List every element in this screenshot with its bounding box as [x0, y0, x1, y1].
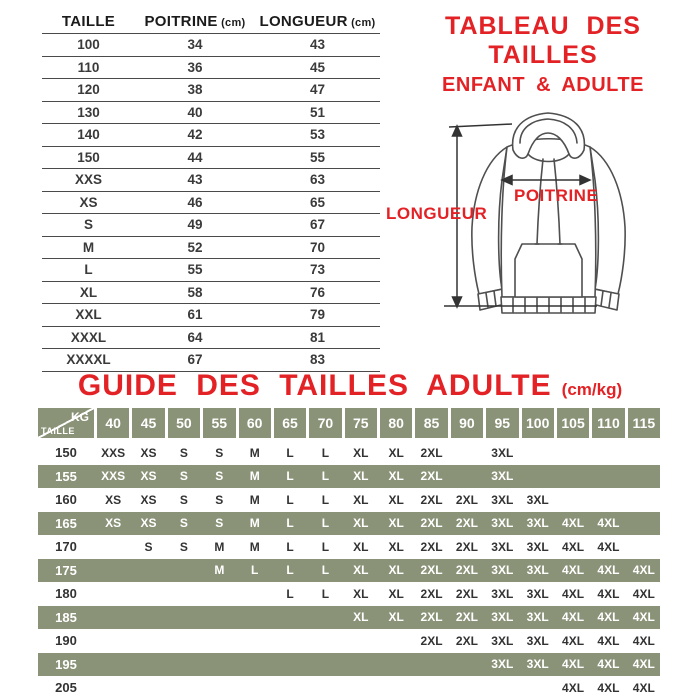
guide-size-cell: S [179, 516, 188, 531]
size-table-row [42, 79, 380, 102]
size-header-cell: TAILLE [61, 13, 116, 30]
guide-title: GUIDE DES TAILLES ADULTE [77, 369, 552, 402]
guide-size-cell: S [179, 539, 188, 554]
guide-size-cell: 2XL [420, 516, 443, 531]
size-cell: XXS [74, 172, 102, 188]
guide-size-cell: 4XL [562, 657, 585, 672]
guide-size-cell: S [179, 469, 188, 484]
guide-size-cell: M [249, 492, 260, 507]
guide-size-cell: 4XL [597, 680, 620, 695]
guide-title-block [40, 369, 660, 403]
guide-row [38, 559, 660, 583]
height-label-cell: 190 [55, 633, 77, 649]
guide-size-cell: L [286, 469, 294, 484]
guide-size-cell: 4XL [597, 516, 620, 531]
size-table-row [42, 214, 380, 237]
size-cell: 61 [187, 307, 203, 323]
guide-size-cell: L [321, 516, 330, 531]
size-cell: 51 [309, 104, 326, 120]
guide-size-cell: 2XL [455, 633, 478, 648]
size-table-row [42, 147, 380, 170]
guide-size-cell: L [286, 586, 294, 601]
guide-size-cell: 4XL [562, 563, 585, 578]
height-label-cell: 195 [55, 656, 77, 672]
guide-size-cell: XL [353, 469, 369, 484]
size-cell: 63 [309, 172, 326, 188]
chest-label: POITRINE [514, 186, 599, 205]
size-table-row [42, 192, 380, 215]
guide-size-cell: XL [388, 563, 404, 578]
length-label: LONGUEUR [386, 204, 488, 223]
guide-size-cell: 2XL [455, 610, 478, 625]
size-table-row [42, 34, 380, 57]
guide-size-cell: 2XL [420, 610, 443, 625]
guide-size-cell: XXS [101, 445, 126, 460]
height-label-cell: 180 [55, 586, 77, 602]
guide-size-cell: 4XL [562, 633, 585, 648]
guide-size-cell: L [321, 469, 330, 484]
guide-size-cell: XS [140, 492, 157, 507]
guide-size-cell: L [286, 445, 294, 460]
guide-size-cell: M [214, 539, 225, 554]
guide-size-cell: 2XL [420, 469, 443, 484]
guide-size-cell: XL [353, 492, 369, 507]
size-cell: 73 [309, 262, 326, 278]
size-cell: 70 [309, 239, 326, 255]
weight-header-cell: 50 [168, 408, 200, 438]
guide-size-cell: XL [388, 445, 404, 460]
guide-size-cell: XXS [101, 469, 126, 484]
guide-row [38, 629, 660, 653]
guide-size-cell: XL [353, 445, 369, 460]
size-cell: 81 [309, 329, 326, 345]
guide-size-cell: 4XL [562, 539, 585, 554]
size-cell: 140 [77, 127, 100, 143]
guide-size-cell: 4XL [597, 563, 620, 578]
guide-size-cell: 4XL [597, 633, 620, 648]
guide-size-cell: S [144, 539, 153, 554]
size-cell: 53 [309, 127, 326, 143]
size-cell: 52 [187, 239, 203, 255]
guide-size-cell: XL [388, 586, 404, 601]
size-table-header-row [42, 10, 380, 34]
guide-row [38, 653, 660, 677]
size-cell: L [84, 262, 93, 278]
guide-size-cell: 3XL [491, 586, 514, 601]
guide-size-cell: 2XL [455, 539, 478, 554]
size-cell: 36 [187, 59, 203, 75]
guide-size-cell: M [214, 563, 225, 578]
guide-size-cell: 3XL [491, 633, 514, 648]
guide-row [38, 676, 660, 700]
size-cell: 43 [309, 37, 326, 53]
guide-size-cell: XL [353, 586, 369, 601]
guide-size-cell: 3XL [526, 563, 549, 578]
height-label-cell: 155 [55, 468, 77, 484]
corner-taille-label: TAILLE [41, 426, 75, 436]
corner-kg-label: KG [71, 410, 89, 424]
size-cell: 120 [77, 82, 100, 98]
guide-size-cell: L [321, 563, 330, 578]
size-table-row [42, 102, 380, 125]
size-cell: 79 [309, 307, 326, 323]
guide-size-cell: XL [388, 610, 404, 625]
guide-size-cell: L [286, 492, 294, 507]
size-cell: 67 [187, 352, 203, 368]
guide-row [38, 465, 660, 489]
size-header-unit: (cm) [347, 17, 376, 29]
weight-header-cell: 105 [557, 408, 589, 438]
size-cell: 76 [309, 284, 326, 300]
weight-header-cell: 75 [345, 408, 377, 438]
guide-size-cell: 4XL [632, 657, 655, 672]
guide-row [38, 488, 660, 512]
size-cell: 43 [187, 172, 203, 188]
guide-size-cell: 3XL [491, 516, 514, 531]
guide-size-cell: XL [353, 563, 369, 578]
weight-header-cell: 70 [309, 408, 341, 438]
guide-row [38, 512, 660, 536]
size-cell: 44 [187, 149, 203, 165]
guide-size-cell: L [321, 445, 330, 460]
size-cell: 55 [309, 149, 326, 165]
guide-size-cell: S [215, 516, 224, 531]
guide-size-cell: XL [353, 610, 369, 625]
guide-size-cell: XS [105, 492, 122, 507]
guide-size-cell: 2XL [420, 563, 443, 578]
size-cell: XXXL [70, 329, 107, 345]
weight-header-cell: 115 [628, 408, 660, 438]
guide-size-cell: 2XL [420, 445, 443, 460]
size-header-unit: (cm) [217, 17, 246, 29]
size-table-row [42, 259, 380, 282]
weight-header-cell: 45 [132, 408, 164, 438]
weight-header-cell: 100 [522, 408, 554, 438]
size-table-row [42, 169, 380, 192]
guide-size-cell: 4XL [597, 586, 620, 601]
guide-size-cell: M [249, 469, 260, 484]
guide-header-row [38, 408, 660, 438]
size-cell: 38 [187, 82, 203, 98]
guide-size-cell: 4XL [562, 610, 585, 625]
guide-size-cell: 4XL [597, 657, 620, 672]
height-label-cell: 185 [55, 609, 77, 625]
guide-size-cell: 3XL [526, 657, 549, 672]
guide-size-cell: 3XL [491, 469, 514, 484]
size-cell: 100 [77, 37, 100, 53]
guide-size-cell: L [321, 539, 330, 554]
guide-size-cell: XL [388, 516, 404, 531]
height-label-cell: 170 [55, 539, 77, 555]
guide-size-cell: 3XL [491, 492, 514, 507]
size-cell: XXXXL [66, 352, 111, 368]
guide-body [38, 441, 660, 700]
size-cell: 150 [77, 149, 100, 165]
weight-header-cell: 110 [592, 408, 624, 438]
height-label-cell: 160 [55, 492, 77, 508]
weight-header-cell: 40 [97, 408, 129, 438]
guide-size-cell: 4XL [597, 539, 620, 554]
guide-size-cell: XS [105, 516, 122, 531]
guide-size-cell: L [286, 563, 294, 578]
guide-size-cell: L [251, 563, 259, 578]
guide-row [38, 535, 660, 559]
guide-size-cell: 3XL [526, 539, 549, 554]
guide-size-cell: XS [140, 516, 157, 531]
guide-size-cell: L [321, 492, 330, 507]
guide-size-cell: 2XL [420, 539, 443, 554]
size-cell: M [82, 239, 95, 255]
guide-size-cell: 4XL [632, 586, 655, 601]
size-table-row [42, 237, 380, 260]
size-cell: 83 [309, 352, 326, 368]
size-cell: 55 [187, 262, 203, 278]
guide-size-cell: 4XL [562, 680, 585, 695]
weight-header-cell: 55 [203, 408, 235, 438]
guide-size-cell: 3XL [526, 586, 549, 601]
guide-size-cell: L [286, 539, 294, 554]
guide-size-cell: S [215, 492, 224, 507]
weight-header-cell: 90 [451, 408, 483, 438]
guide-size-cell: XL [388, 539, 404, 554]
weight-header-cell: 60 [239, 408, 271, 438]
weight-header-cell: 65 [274, 408, 306, 438]
guide-size-cell: M [249, 539, 260, 554]
size-cell: 65 [309, 194, 326, 210]
guide-row [38, 582, 660, 606]
sizes-subtitle: ENFANT & ADULTE [442, 73, 644, 96]
guide-size-cell: S [215, 469, 224, 484]
size-cell: 34 [187, 37, 203, 53]
guide-size-cell: 3XL [526, 633, 549, 648]
size-table-row [42, 57, 380, 80]
guide-size-cell: 2XL [455, 586, 478, 601]
guide-size-cell: 3XL [491, 657, 514, 672]
size-cell: 110 [77, 59, 100, 75]
sizes-title: TABLEAU DES TAILLES [445, 12, 641, 69]
height-label-cell: 175 [55, 562, 77, 578]
size-cell: 47 [309, 82, 326, 98]
size-cell: 40 [187, 104, 203, 120]
size-cell: 67 [309, 217, 326, 233]
guide-size-cell: 3XL [491, 539, 514, 554]
guide-size-cell: XL [388, 469, 404, 484]
size-table [42, 10, 380, 372]
guide-size-cell: XL [353, 539, 369, 554]
guide-size-cell: 4XL [597, 610, 620, 625]
size-cell: 42 [187, 127, 203, 143]
guide-size-cell: 3XL [526, 516, 549, 531]
guide-size-cell: 4XL [562, 516, 585, 531]
guide-table [38, 408, 660, 700]
size-cell: XL [79, 284, 98, 300]
guide-size-cell: 2XL [420, 633, 443, 648]
guide-size-cell: 4XL [632, 633, 655, 648]
title-block [386, 12, 700, 97]
weight-header-cell: 80 [380, 408, 412, 438]
size-cell: 45 [309, 59, 326, 75]
size-header-cell: POITRINE (cm) [144, 13, 246, 30]
size-cell: 46 [187, 194, 203, 210]
guide-size-cell: 2XL [420, 492, 443, 507]
guide-size-cell: S [179, 492, 188, 507]
size-table-row [42, 124, 380, 147]
guide-size-cell: S [179, 445, 188, 460]
size-cell: XXL [75, 307, 102, 323]
guide-size-cell: 3XL [491, 445, 514, 460]
guide-size-cell: 4XL [632, 680, 655, 695]
guide-size-cell: XS [140, 445, 157, 460]
height-label-cell: 165 [55, 515, 77, 531]
kg-taille-corner-cell [38, 408, 94, 438]
size-cell: 58 [187, 284, 203, 300]
size-cell: 49 [187, 217, 203, 233]
size-cell: XS [79, 194, 98, 210]
guide-size-cell: 3XL [491, 563, 514, 578]
guide-size-cell: L [286, 516, 294, 531]
size-table-row [42, 304, 380, 327]
guide-size-cell: 3XL [526, 492, 549, 507]
guide-size-cell: S [215, 445, 224, 460]
guide-row [38, 606, 660, 630]
guide-size-cell: XL [388, 492, 404, 507]
guide-size-cell: 3XL [526, 610, 549, 625]
guide-size-cell: 4XL [632, 563, 655, 578]
weight-header-cell: 85 [415, 408, 447, 438]
size-table-row [42, 282, 380, 305]
guide-size-cell: 2XL [455, 516, 478, 531]
guide-size-cell: L [321, 586, 330, 601]
size-cell: 130 [77, 104, 100, 120]
guide-row [38, 441, 660, 465]
size-header-cell: LONGUEUR (cm) [259, 13, 376, 30]
size-cell: S [83, 217, 93, 233]
guide-size-cell: M [249, 445, 260, 460]
guide-size-cell: XL [353, 516, 369, 531]
height-label-cell: 150 [55, 445, 77, 461]
guide-size-cell: 2XL [420, 586, 443, 601]
guide-size-cell: 2XL [455, 563, 478, 578]
guide-size-cell: 4XL [632, 610, 655, 625]
height-label-cell: 205 [55, 680, 77, 696]
guide-size-cell: XS [140, 469, 157, 484]
size-cell: 64 [187, 329, 203, 345]
guide-size-cell: 4XL [562, 586, 585, 601]
guide-size-cell: M [249, 516, 260, 531]
guide-size-cell: 3XL [491, 610, 514, 625]
guide-size-cell: 2XL [455, 492, 478, 507]
guide-title-unit: (cm/kg) [561, 380, 623, 399]
size-table-row [42, 327, 380, 350]
weight-header-cell: 95 [486, 408, 518, 438]
